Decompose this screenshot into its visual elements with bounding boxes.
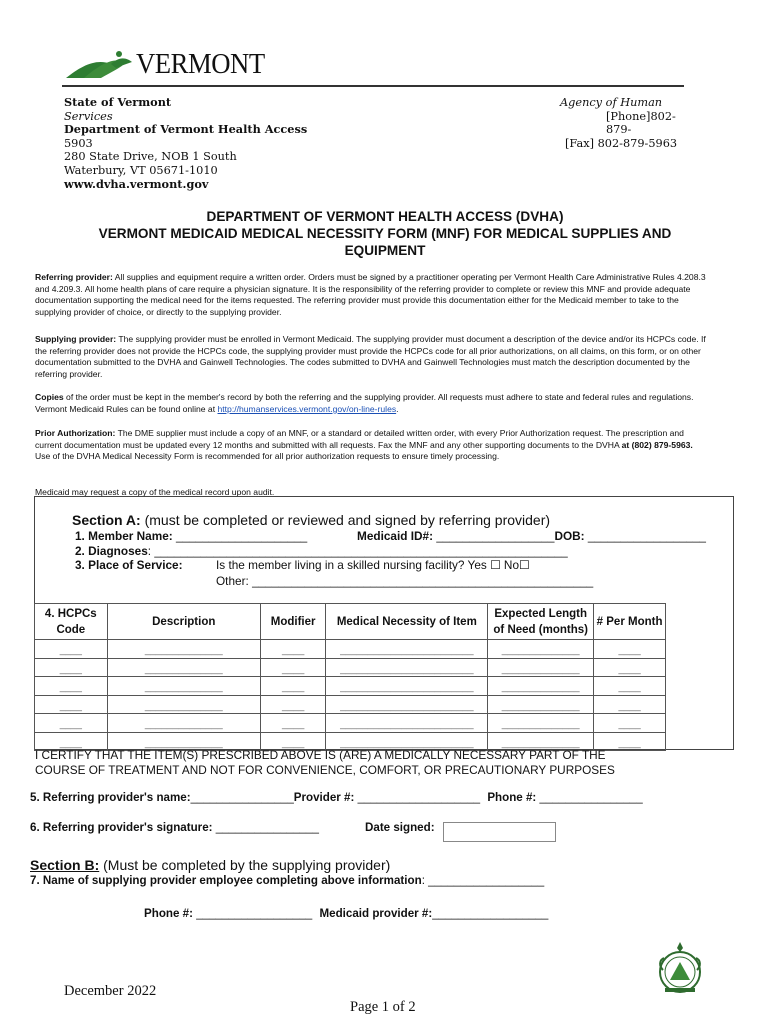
section-b-title bbox=[30, 857, 390, 873]
fax-number: [Fax] 802-879-5963 bbox=[565, 136, 678, 150]
title-line-3: EQUIPMENT bbox=[344, 243, 426, 258]
audit-note: Medicaid may request a copy of the medical record upon audit. bbox=[35, 487, 275, 497]
supplier-phone-row bbox=[144, 907, 548, 920]
dob-field[interactable]: __________________ bbox=[587, 529, 706, 543]
modifier-cell[interactable]: ____ bbox=[260, 677, 326, 696]
length-cell[interactable]: ______________ bbox=[488, 677, 594, 696]
hcpcs-cell[interactable]: ____ bbox=[35, 732, 108, 751]
city-address: Waterbury, VT 05671-1010 bbox=[64, 163, 218, 177]
street-address: 280 State Drive, NOB 1 South bbox=[64, 150, 237, 164]
diagnoses-label: 2. Diagnoses bbox=[75, 544, 148, 558]
hcpcs-cell[interactable]: ____ bbox=[35, 640, 108, 659]
provider-name-field[interactable]: ________________ bbox=[190, 791, 294, 804]
table-row bbox=[35, 714, 666, 733]
supplier-phone-field[interactable]: __________________ bbox=[196, 907, 313, 920]
medicaid-provider-label: Medicaid provider #: bbox=[319, 907, 433, 920]
provider-number-field[interactable]: ___________________ bbox=[357, 791, 481, 804]
snf-question[interactable]: Is the member living in a skilled nursing facility? Yes ☐ No☐ bbox=[216, 558, 530, 572]
member-name-field[interactable]: ____________________ bbox=[175, 529, 308, 543]
hcpcs-code-header: 4. HCPCs Code bbox=[35, 604, 108, 640]
vermont-logo-text: VERMONT bbox=[136, 48, 265, 80]
per-month-cell[interactable]: ____ bbox=[594, 658, 666, 677]
diagnoses-row bbox=[75, 544, 568, 558]
modifier-cell[interactable]: ____ bbox=[260, 640, 326, 659]
rules-link[interactable]: http://humanservices.vermont.gov/on-line-rules bbox=[217, 403, 397, 414]
table-row bbox=[35, 677, 666, 696]
copies-end: . bbox=[396, 403, 399, 414]
signature-row bbox=[30, 821, 319, 834]
referring-provider-row bbox=[30, 791, 643, 804]
website-link[interactable]: www.dvha.vermont.gov bbox=[64, 176, 209, 191]
per-month-cell[interactable]: ____ bbox=[594, 695, 666, 714]
provider-name-label: 5. Referring provider's name: bbox=[30, 791, 191, 804]
section-b-instruction: (Must be completed by the supplying provider) bbox=[99, 857, 391, 873]
supplying-provider-lead: Supplying provider: bbox=[35, 334, 117, 344]
necessity-cell[interactable]: ________________________ bbox=[326, 714, 488, 733]
medicaid-id-row bbox=[357, 529, 706, 543]
prior-authorization-paragraph bbox=[35, 428, 710, 463]
description-cell[interactable]: ______________ bbox=[107, 695, 260, 714]
modifier-cell[interactable]: ____ bbox=[260, 732, 326, 751]
section-a-instruction: (must be completed or reviewed and signed by referring provider) bbox=[140, 512, 551, 528]
phone-number: [Phone]802-879- bbox=[606, 109, 676, 137]
per-month-cell[interactable]: ____ bbox=[594, 640, 666, 659]
table-row bbox=[35, 658, 666, 677]
necessity-cell[interactable]: ________________________ bbox=[326, 640, 488, 659]
copies-text: of the order must be kept in the member's record by both the referring and the supplying provider. All requests must adhere to state and federal rules and regulations. Vermont Medicaid Rules can be found online at bbox=[35, 392, 694, 414]
header-divider bbox=[62, 85, 684, 87]
title-line-1: DEPARTMENT OF VERMONT HEALTH ACCESS (DVHA) bbox=[206, 209, 564, 224]
modifier-header: Modifier bbox=[260, 604, 326, 640]
provider-phone-label: Phone #: bbox=[487, 791, 540, 804]
description-header: Description bbox=[107, 604, 260, 640]
place-of-service-row bbox=[75, 558, 183, 572]
signature-field[interactable]: ________________ bbox=[215, 821, 319, 834]
referring-provider-paragraph bbox=[35, 272, 710, 319]
length-cell[interactable]: ______________ bbox=[488, 695, 594, 714]
length-cell[interactable]: ______________ bbox=[488, 732, 594, 751]
place-of-service-label: 3. Place of Service: bbox=[75, 558, 183, 572]
title-line-2: VERMONT MEDICAID MEDICAL NECESSITY FORM (MNF) FOR MEDICAL SUPPLIES AND bbox=[98, 226, 672, 241]
other-field[interactable]: ____________________________________________________ bbox=[252, 574, 594, 588]
vermont-seal-icon bbox=[655, 940, 705, 995]
hcpcs-cell[interactable]: ____ bbox=[35, 714, 108, 733]
other-label: Other: bbox=[216, 574, 253, 588]
provider-number-label: Provider #: bbox=[293, 791, 358, 804]
section-a-title bbox=[72, 512, 550, 528]
footer-date: December 2022 bbox=[64, 983, 157, 999]
modifier-cell[interactable]: ____ bbox=[260, 695, 326, 714]
form-title bbox=[40, 208, 730, 259]
per-month-header: # Per Month bbox=[594, 604, 666, 640]
other-row bbox=[216, 574, 593, 588]
address-block-right bbox=[430, 96, 680, 150]
description-cell[interactable]: ______________ bbox=[107, 732, 260, 751]
supplier-name-field[interactable]: : __________________ bbox=[421, 874, 545, 887]
description-cell[interactable]: ______________ bbox=[107, 677, 260, 696]
necessity-cell[interactable]: ________________________ bbox=[326, 677, 488, 696]
date-signed-input[interactable] bbox=[443, 822, 556, 842]
member-name-row bbox=[75, 529, 307, 543]
section-b-label: Section B: bbox=[30, 857, 100, 873]
length-of-need-header: Expected Length of Need (months) bbox=[488, 604, 594, 640]
prior-auth-lead: Prior Authorization: bbox=[35, 428, 116, 438]
hcpcs-cell[interactable]: ____ bbox=[35, 677, 108, 696]
modifier-cell[interactable]: ____ bbox=[260, 714, 326, 733]
copies-paragraph bbox=[35, 392, 710, 415]
prior-auth-end: Use of the DVHA Medical Necessity Form is recommended for all prior authorization requests to ensure timely processing. bbox=[35, 451, 500, 462]
agency-name: Agency of Human bbox=[560, 96, 663, 109]
diagnoses-field[interactable]: : _______________________________________________________________ bbox=[147, 544, 568, 558]
modifier-cell[interactable]: ____ bbox=[260, 658, 326, 677]
table-row bbox=[35, 640, 666, 659]
member-name-label: 1. Member Name: bbox=[75, 529, 176, 543]
certification-statement bbox=[35, 748, 615, 778]
signature-label: 6. Referring provider's signature: bbox=[30, 821, 216, 834]
date-signed-label: Date signed: bbox=[365, 821, 435, 834]
per-month-cell[interactable]: ____ bbox=[594, 732, 666, 751]
page-number: Page 1 of 2 bbox=[350, 999, 416, 1015]
length-cell[interactable]: ______________ bbox=[488, 640, 594, 659]
referring-provider-text: All supplies and equipment require a written order. Orders must be signed by a practitioner operating per Vermont Health Care Administrative Rules 4.208.3 and 4.209.3. All home health plans of care require a physician signature. It is the responsibility of the referring provider to complete or review this MNF and provide adequate documentation supporting the medical need for the items requested. The referring provider must provide this documentation either for the Medicaid member to take to the supplying provider of choice, or directly to the supplying provider. bbox=[35, 272, 706, 318]
table-header-row bbox=[35, 604, 666, 640]
medicaid-provider-field[interactable]: __________________ bbox=[432, 907, 549, 920]
items-table bbox=[34, 603, 666, 751]
table-row bbox=[35, 695, 666, 714]
prior-auth-text: The DME supplier must include a copy of an MNF, or a standard or detailed written order, with every Prior Authorization request. The prescription and current documentation must be updated every 12 months and submitted with all requests. Fax the MNF and any other supporting documents to the DVHA bbox=[35, 428, 684, 450]
department-name: Department of Vermont Health Access bbox=[64, 122, 308, 137]
certify-line-2: COURSE OF TREATMENT AND NOT FOR CONVENIENCE, COMFORT, OR PRECAUTIONARY PURPOSES bbox=[35, 763, 615, 777]
hcpcs-cell[interactable]: ____ bbox=[35, 658, 108, 677]
description-cell[interactable]: ______________ bbox=[107, 658, 260, 677]
length-cell[interactable]: ______________ bbox=[488, 658, 594, 677]
supplier-name-row bbox=[30, 874, 544, 887]
provider-phone-field[interactable]: ________________ bbox=[539, 791, 643, 804]
section-a-label: Section A: bbox=[72, 512, 141, 528]
dob-label: DOB: bbox=[554, 529, 588, 543]
medical-necessity-header: Medical Necessity of Item bbox=[326, 604, 488, 640]
phone-suffix: 5903 bbox=[64, 136, 93, 150]
copies-lead: Copies bbox=[35, 392, 64, 402]
supplier-name-label: 7. Name of supplying provider employee completing above information bbox=[30, 874, 422, 887]
medicaid-id-label: Medicaid ID#: bbox=[357, 529, 437, 543]
length-cell[interactable]: ______________ bbox=[488, 714, 594, 733]
supplying-provider-paragraph bbox=[35, 334, 710, 381]
necessity-cell[interactable]: ________________________ bbox=[326, 658, 488, 677]
referring-provider-lead: Referring provider: bbox=[35, 272, 113, 282]
hcpcs-cell[interactable]: ____ bbox=[35, 695, 108, 714]
supplier-phone-label: Phone #: bbox=[144, 907, 197, 920]
state-name: State of Vermont bbox=[64, 95, 172, 109]
medicaid-id-field[interactable]: __________________ bbox=[436, 529, 555, 543]
necessity-cell[interactable]: ________________________ bbox=[326, 732, 488, 751]
prior-auth-fax: at (802) 879-5963. bbox=[621, 439, 693, 450]
description-cell[interactable]: ______________ bbox=[107, 714, 260, 733]
certify-line-1: I CERTIFY THAT THE ITEM(S) PRESCRIBED ABOVE IS (ARE) A MEDICALLY NECESSARY PART OF THE bbox=[35, 748, 606, 762]
address-block-left bbox=[64, 96, 394, 191]
description-cell[interactable]: ______________ bbox=[107, 640, 260, 659]
services-text: Services bbox=[64, 109, 113, 123]
per-month-cell[interactable]: ____ bbox=[594, 677, 666, 696]
per-month-cell[interactable]: ____ bbox=[594, 714, 666, 733]
necessity-cell[interactable]: ________________________ bbox=[326, 695, 488, 714]
supplying-provider-text: The supplying provider must be enrolled in Vermont Medicaid. The supplying provider must document a description of the device and/or its HCPCs code. If the referring provider does not provide the HCPCs code, the supplying provider must provide the HCPCs code for all prior authorizations, on all claims, on this form, or on other documentation submitted to the DVHA and Gainwell Technologies. The codes submitted to DVHA and Gainwell Technologies must match the description documented by the referring provider. bbox=[35, 334, 706, 380]
